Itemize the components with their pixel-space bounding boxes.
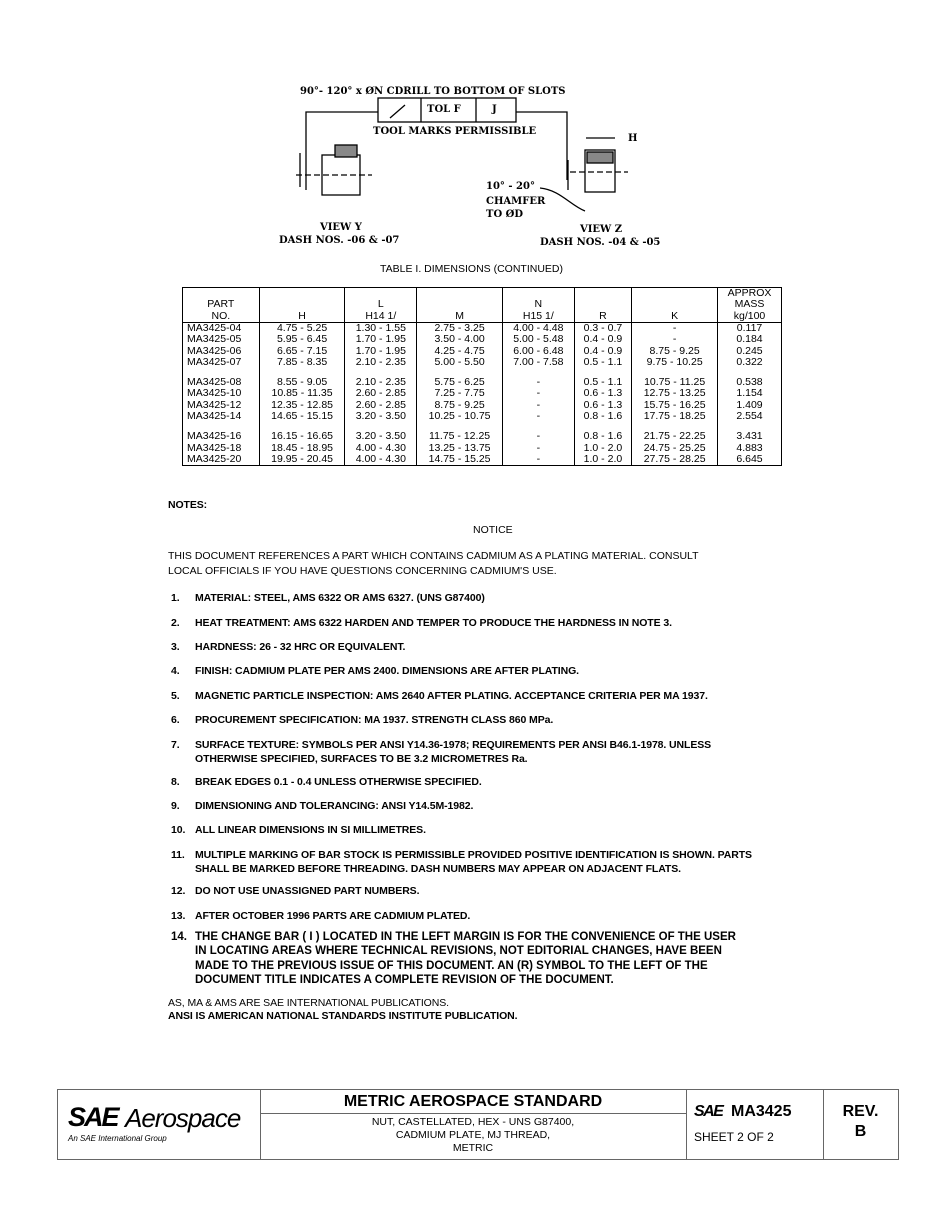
table-cell: MA3425-07 (183, 357, 260, 368)
fcf-datum: J (492, 104, 497, 115)
table-cell: 5.95 - 6.45 (259, 334, 345, 345)
table-cell: 10.25 - 10.75 (417, 411, 503, 422)
table-cell: 7.00 - 7.58 (502, 357, 574, 368)
table-cell: 24.75 - 25.25 (632, 443, 718, 454)
table-cell: 3.50 - 4.00 (417, 334, 503, 345)
table-cell: 19.95 - 20.45 (259, 454, 345, 466)
table-cell: 1.30 - 1.55 (345, 323, 417, 335)
table-cell: 10.75 - 11.25 (632, 368, 718, 388)
table-cell: 10.85 - 11.35 (259, 388, 345, 399)
table-cell: 2.10 - 2.35 (345, 368, 417, 388)
note-number: 4. (171, 665, 180, 677)
table-cell: 0.245 (718, 346, 782, 357)
note-text: ALL LINEAR DIMENSIONS IN SI MILLIMETRES. (195, 824, 426, 836)
table-cell: 2.10 - 2.35 (345, 357, 417, 368)
table-cell: - (502, 388, 574, 399)
table-cell: 0.5 - 1.1 (574, 368, 632, 388)
column-header-line: R (599, 309, 607, 322)
note-number: 11. (171, 849, 185, 861)
table-cell: 5.00 - 5.48 (502, 334, 574, 345)
table-cell: MA3425-18 (183, 443, 260, 454)
table-cell: 4.00 - 4.30 (345, 454, 417, 466)
table-cell: 0.8 - 1.6 (574, 411, 632, 422)
table-cell: 5.00 - 5.50 (417, 357, 503, 368)
table-cell: MA3425-20 (183, 454, 260, 466)
note-text: HARDNESS: 26 - 32 HRC OR EQUIVALENT. (195, 641, 406, 653)
table-row (183, 334, 782, 345)
table-cell: 9.75 - 10.25 (632, 357, 718, 368)
table-cell: 1.154 (718, 388, 782, 399)
table-cell: 0.117 (718, 323, 782, 335)
note-number: 13. (171, 910, 186, 922)
note-text: IN LOCATING AREAS WHERE TECHNICAL REVISIONS, NOT EDITORIAL CHANGES, HAVE BEEN (195, 945, 722, 958)
column-header-line: H (298, 309, 306, 322)
fcf-tolerance: TOL F (427, 104, 461, 115)
column-header-line: K (671, 309, 679, 322)
table-cell: - (502, 443, 574, 454)
table-cell: 6.00 - 6.48 (502, 346, 574, 357)
note-text: MATERIAL: STEEL, AMS 6322 OR AMS 6327. (UNS G87400) (195, 592, 485, 604)
standard-title: METRIC AEROSPACE STANDARD (260, 1090, 686, 1114)
table-cell: 0.6 - 1.3 (574, 388, 632, 399)
note-text: OTHERWISE SPECIFIED, SURFACES TO BE 3.2 MICROMETRES Ra. (195, 752, 528, 765)
table-cell: - (632, 334, 718, 345)
column-header (183, 288, 260, 323)
note-text: AFTER OCTOBER 1996 PARTS ARE CADMIUM PLATED. (195, 910, 471, 922)
table-cell: 2.554 (718, 411, 782, 422)
table-cell: 0.3 - 0.7 (574, 323, 632, 335)
notice-line: LOCAL OFFICIALS IF YOU HAVE QUESTIONS CONCERNING CADMIUM'S USE. (168, 565, 557, 577)
notice-line: THIS DOCUMENT REFERENCES A PART WHICH CONTAINS CADMIUM AS A PLATING MATERIAL. CONSULT (168, 550, 699, 562)
revision-label: REV. (842, 1103, 879, 1120)
column-header-line: MASS (734, 298, 765, 311)
note-number: 5. (171, 690, 180, 702)
revision-value: B (854, 1123, 867, 1140)
title-block (57, 1089, 899, 1160)
note-text: MULTIPLE MARKING OF BAR STOCK IS PERMISSIBLE PROVIDED POSITIVE IDENTIFICATION IS SHOWN. PARTS (195, 849, 752, 861)
table-cell: 0.8 - 1.6 (574, 422, 632, 442)
note-number: 6. (171, 714, 180, 726)
description-line: METRIC (452, 1142, 494, 1154)
table-cell: MA3425-04 (183, 323, 260, 335)
column-header (718, 288, 782, 323)
table-cell: 8.55 - 9.05 (259, 368, 345, 388)
note-text: PROCUREMENT SPECIFICATION: MA 1937. STRENGTH CLASS 860 MPa. (195, 714, 554, 726)
table-cell: 5.75 - 6.25 (417, 368, 503, 388)
table-cell: MA3425-16 (183, 422, 260, 442)
table-cell: - (502, 400, 574, 411)
table-row (183, 422, 782, 442)
table-cell: 0.4 - 0.9 (574, 334, 632, 345)
note-number: 1. (171, 592, 180, 604)
table-cell: 0.184 (718, 334, 782, 345)
column-header-line: L (377, 298, 384, 311)
note-number: 14. (171, 931, 187, 943)
table-cell: 12.35 - 12.85 (259, 400, 345, 411)
table-cell: MA3425-14 (183, 411, 260, 422)
note-number: 7. (171, 739, 180, 751)
sae-logo: SAE (68, 1102, 118, 1132)
column-header-line: N (534, 298, 543, 311)
table-cell: 21.75 - 22.25 (632, 422, 718, 442)
column-header-line: H14 1/ (365, 309, 397, 322)
column-header (345, 288, 417, 323)
title-cell (260, 1090, 687, 1159)
table-cell: - (632, 323, 718, 335)
table-cell: 15.75 - 16.25 (632, 400, 718, 411)
chamfer-label: CHAMFER (486, 196, 546, 207)
sheet-number: SHEET 2 OF 2 (694, 1130, 774, 1144)
table-cell: 12.75 - 13.25 (632, 388, 718, 399)
note-text: HEAT TREATMENT: AMS 6322 HARDEN AND TEMPER TO PRODUCE THE HARDNESS IN NOTE 3. (195, 617, 672, 629)
table-cell: MA3425-08 (183, 368, 260, 388)
note-text: DO NOT USE UNASSIGNED PART NUMBERS. (195, 885, 420, 897)
doc-number-cell (686, 1090, 824, 1159)
note-text: FINISH: CADMIUM PLATE PER AMS 2400. DIMENSIONS ARE AFTER PLATING. (195, 665, 579, 677)
note-text: SHALL BE MARKED BEFORE THREADING. DASH NUMBERS MAY APPEAR ON ADJACENT FLATS. (195, 862, 681, 875)
dimension-h-label: H (628, 133, 638, 144)
table-cell: 6.65 - 7.15 (259, 346, 345, 357)
table-cell: 17.75 - 18.25 (632, 411, 718, 422)
note-text: DIMENSIONING AND TOLERANCING: ANSI Y14.5M-1982. (195, 800, 474, 812)
table-cell: - (502, 422, 574, 442)
column-header-line: APPROX (727, 287, 772, 300)
column-header-line: PART (207, 298, 235, 311)
column-header (632, 288, 718, 323)
dimensions-table (182, 287, 782, 466)
revision-cell (823, 1102, 898, 1142)
table-cell: MA3425-12 (183, 400, 260, 411)
table-cell: 4.00 - 4.30 (345, 443, 417, 454)
note-number: 2. (171, 617, 180, 629)
column-header-line: NO. (211, 309, 231, 322)
table-row (183, 368, 782, 388)
chamfer-diameter: TO ØD (486, 209, 524, 220)
table-cell: 2.75 - 3.25 (417, 323, 503, 335)
table-cell: 1.409 (718, 400, 782, 411)
column-header (417, 288, 503, 323)
table-cell: 18.45 - 18.95 (259, 443, 345, 454)
table-cell: 14.65 - 15.15 (259, 411, 345, 422)
column-header-line: H15 1/ (522, 309, 554, 322)
table-cell: 6.645 (718, 454, 782, 466)
table-cell: - (502, 368, 574, 388)
view-y-label: VIEW Y (320, 222, 362, 233)
note-number: 8. (171, 776, 180, 788)
table-cell: MA3425-06 (183, 346, 260, 357)
table-cell: 1.70 - 1.95 (345, 346, 417, 357)
table-cell: 2.60 - 2.85 (345, 388, 417, 399)
note-text: SURFACE TEXTURE: SYMBOLS PER ANSI Y14.36-1978; REQUIREMENTS PER ANSI B46.1-1978. UNLESS (195, 739, 712, 751)
note-number: 12. (171, 885, 186, 897)
notes-heading: NOTES: (168, 499, 208, 511)
note-text: DOCUMENT TITLE INDICATES A COMPLETE REVISION OF THE DOCUMENT. (195, 973, 614, 986)
tool-marks-note: TOOL MARKS PERMISSIBLE (373, 126, 537, 137)
column-header-line: kg/100 (733, 309, 766, 322)
logo-tagline: An SAE International Group (68, 1134, 167, 1143)
table-cell: 0.538 (718, 368, 782, 388)
table-row (183, 454, 782, 466)
view-y-dash: DASH NOS. -06 & -07 (279, 235, 400, 246)
table-cell: MA3425-05 (183, 334, 260, 345)
table-cell: 13.25 - 13.75 (417, 443, 503, 454)
aerospace-logo: Aerospace (125, 1103, 241, 1133)
table-cell: 0.322 (718, 357, 782, 368)
note-text: THE CHANGE BAR ( I ) LOCATED IN THE LEFT MARGIN IS FOR THE CONVENIENCE OF THE USER (195, 931, 736, 943)
publications-note: AS, MA & AMS ARE SAE INTERNATIONAL PUBLICATIONS. (168, 997, 449, 1009)
note-number: 9. (171, 800, 180, 812)
note-number: 10. (171, 824, 186, 836)
table-cell: 0.6 - 1.3 (574, 400, 632, 411)
table-row (183, 411, 782, 422)
table-cell: 8.75 - 9.25 (417, 400, 503, 411)
table-cell: 27.75 - 28.25 (632, 454, 718, 466)
column-header (574, 288, 632, 323)
column-header (502, 288, 574, 323)
column-header-line: M (455, 309, 464, 322)
document-number: MA3425 (731, 1103, 792, 1120)
table-cell: 3.20 - 3.50 (345, 411, 417, 422)
description-line: CADMIUM PLATE, MJ THREAD, (395, 1129, 551, 1141)
note-text: BREAK EDGES 0.1 - 0.4 UNLESS OTHERWISE SPECIFIED. (195, 776, 482, 788)
table-cell: 16.15 - 16.65 (259, 422, 345, 442)
table-cell: 8.75 - 9.25 (632, 346, 718, 357)
table-cell: 4.75 - 5.25 (259, 323, 345, 335)
table-cell: 4.883 (718, 443, 782, 454)
table-cell: 1.70 - 1.95 (345, 334, 417, 345)
table-cell: - (502, 411, 574, 422)
table-cell: 1.0 - 2.0 (574, 443, 632, 454)
table-cell: 2.60 - 2.85 (345, 400, 417, 411)
table-cell: 3.20 - 3.50 (345, 422, 417, 442)
table-cell: 1.0 - 2.0 (574, 454, 632, 466)
table-cell: 4.00 - 4.48 (502, 323, 574, 335)
note-number: 3. (171, 641, 180, 653)
table-cell: 7.85 - 8.35 (259, 357, 345, 368)
note-text: MADE TO THE PREVIOUS ISSUE OF THIS DOCUMENT. AN (R) SYMBOL TO THE LEFT OF THE (195, 959, 708, 972)
table-cell: 0.4 - 0.9 (574, 346, 632, 357)
view-z-label: VIEW Z (580, 224, 623, 235)
table-title: TABLE I. DIMENSIONS (CONTINUED) (380, 263, 563, 275)
table-cell: 11.75 - 12.25 (417, 422, 503, 442)
chamfer-angle: 10° - 20° (486, 181, 535, 192)
logo-cell (58, 1090, 261, 1159)
table-cell: 0.5 - 1.1 (574, 357, 632, 368)
view-z-dash: DASH NOS. -04 & -05 (540, 237, 661, 248)
ansi-note: ANSI IS AMERICAN NATIONAL STANDARDS INSTITUTE PUBLICATION. (168, 1010, 518, 1022)
table-row (183, 357, 782, 368)
notice-title: NOTICE (473, 524, 513, 536)
table-cell: 7.25 - 7.75 (417, 388, 503, 399)
column-header (259, 288, 345, 323)
table-cell: 14.75 - 15.25 (417, 454, 503, 466)
table-cell: MA3425-10 (183, 388, 260, 399)
table-cell: 3.431 (718, 422, 782, 442)
sae-small-logo: SAE (694, 1103, 723, 1120)
table-cell: 4.25 - 4.75 (417, 346, 503, 357)
table-cell: - (502, 454, 574, 466)
description-line: NUT, CASTELLATED, HEX - UNS G87400, (371, 1116, 575, 1128)
drill-note: 90°- 120° x ØN CDRILL TO BOTTOM OF SLOTS (300, 86, 566, 97)
note-text: MAGNETIC PARTICLE INSPECTION: AMS 2640 AFTER PLATING. ACCEPTANCE CRITERIA PER MA 1937. (195, 690, 708, 702)
